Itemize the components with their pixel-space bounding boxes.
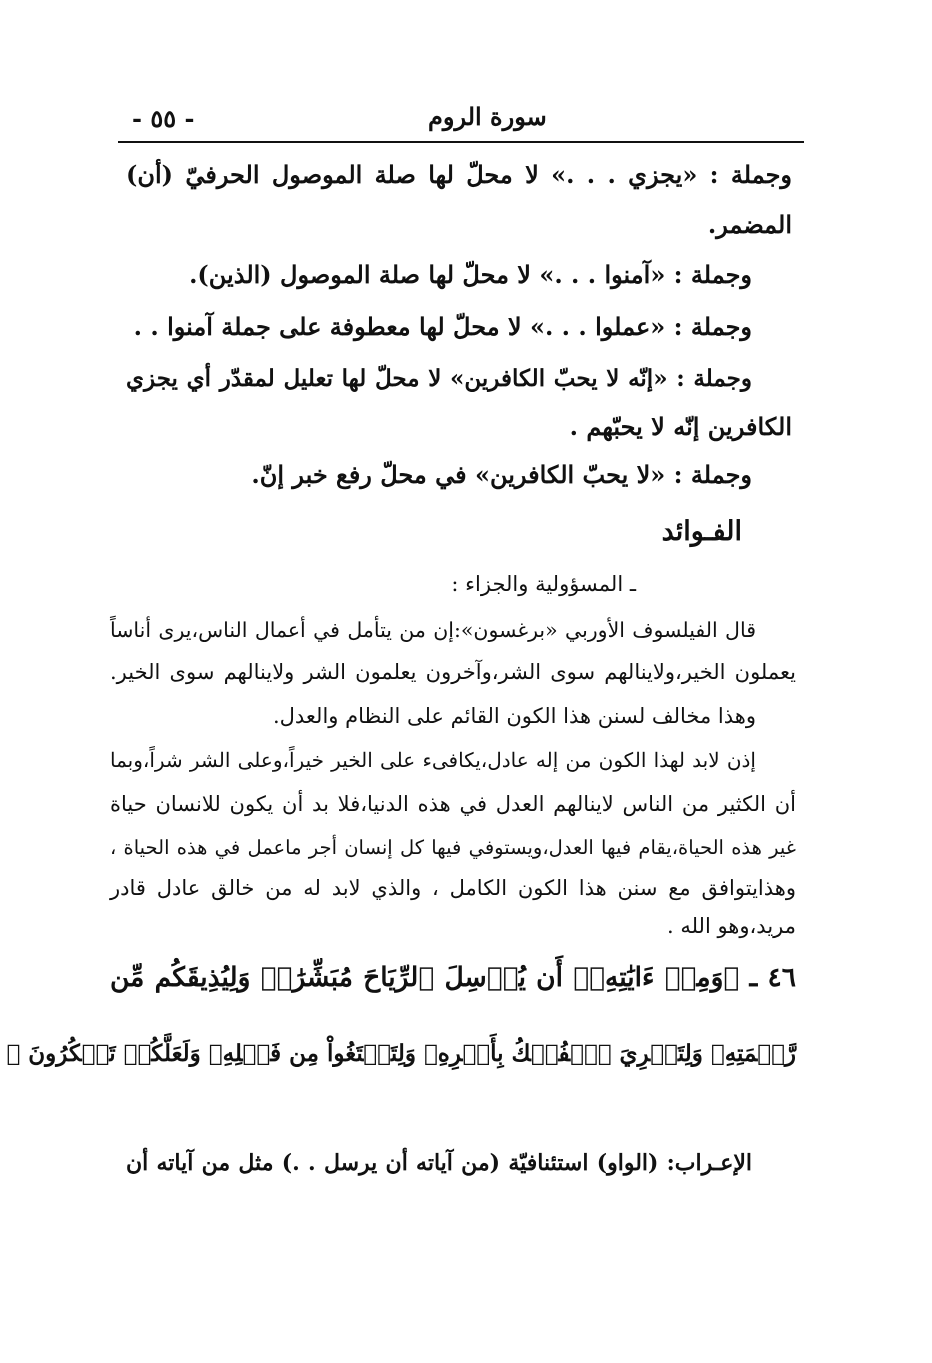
benefits-line: وهذا مخالف لسنن هذا الكون القائم على النظام والعدل. (272, 704, 756, 728)
page-header (110, 98, 810, 138)
syntax-line: وجملة : «إنّه لا يحبّ الكافرين» لا محلّ لها تعليل لمقدّر أي يجزي (126, 365, 752, 392)
benefits-line: أن الكثير من الناس لاينالهم العدل في هذه الدنيا،فلا بد أن يكون للانسان حياة (110, 792, 796, 816)
benefits-line: غير هذه الحياة،يقام فيها العدل،ويستوفي فيها كل إنسان أجر ماعمل في هذه الحياة ، (110, 836, 796, 859)
benefits-line: قال الفيلسوف الأوربي «برغسون»:إن من يتأمل في أعمال الناس،يرى أناساً (110, 618, 756, 642)
syntax-line: وجملة : «عملوا . . .» لا محلّ لها معطوفة على جملة آمنوا . . (133, 312, 752, 341)
syntax-line: وجملة : «لا يحبّ الكافرين» في محلّ رفع خبر إنّ. (251, 460, 752, 489)
irab-line: الإعـراب: (الواو) استئنافيّة (من آياته أن يرسل . .) مثل من آياته أن (126, 1150, 752, 1176)
benefits-line: مريد،وهو الله . (666, 914, 796, 938)
syntax-line: المضمر. (707, 210, 792, 239)
page-number: - ٥٥ - (132, 104, 195, 133)
header-divider (118, 141, 804, 143)
quran-verse-line: ٤٦ ـ ﴿وَمِنۡ ءَايَٰتِهِۦٓ أَن يُرۡسِلَ ٱلرِّيَاحَ مُبَشِّرَٰتٖ وَلِيُذِيقَكُم مِّن (110, 962, 796, 993)
syntax-line: وجملة : «آمنوا . . .» لا محلّ لها صلة الموصول (الذين). (189, 260, 752, 289)
benefits-heading: الفـوائد (661, 516, 742, 547)
syntax-line: الكافرين إنّه لا يحبّهم . (569, 412, 792, 441)
syntax-line: وجملة : «يجزي . . .» لا محلّ لها صلة الموصول الحرفيّ (أن) (126, 160, 792, 189)
benefits-line: يعملون الخير،ولاينالهم سوى الشر،وآخرون يعلمون الشر ولاينالهم سوى الخير. (110, 660, 796, 684)
quran-verse-line: رَّحۡمَتِهِۦ وَلِتَجۡرِيَ ٱلۡفُلۡكُ بِأَمۡرِهِۦ وَلِتَبۡتَغُواْ مِن فَضۡلِهِۦ وَلَعَلَّكُمۡ تَشۡكُرُونَ ﴾ (6, 1040, 796, 1067)
surah-title: سورة الروم (428, 102, 547, 131)
benefits-line: وهذايتوافق مع سنن هذا الكون الكامل ، والذي لابد له من خالق عادل قادر (110, 876, 796, 900)
benefits-line: إذن لابد لهذا الكون من إله عادل،يكافىء على الخير خيراً،وعلى الشر شراً،وبما (110, 748, 756, 772)
benefits-subheading: ـ المسؤولية والجزاء : (451, 572, 636, 596)
